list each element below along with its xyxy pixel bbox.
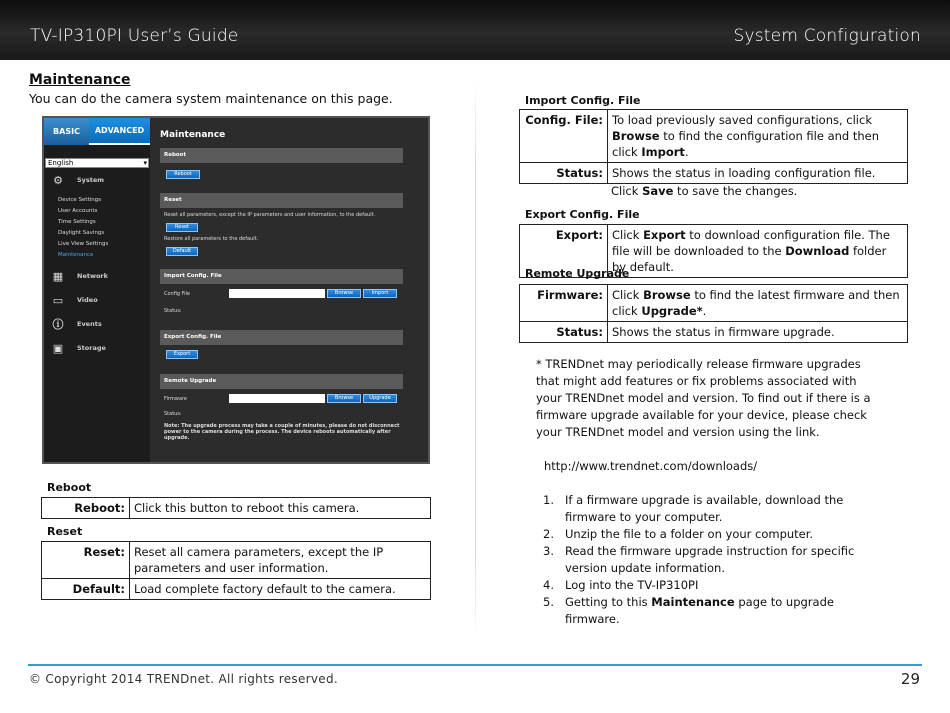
nav-system: [48, 172, 104, 188]
default-button-shot: Default: [166, 247, 198, 256]
nav-system-label: System: [77, 176, 105, 184]
text-bold: Import: [641, 145, 685, 159]
table-row: [42, 498, 431, 519]
reboot-caption: Reboot: [47, 481, 92, 494]
sub-daylight-savings: Daylight Savings: [58, 230, 105, 236]
import-table: [519, 109, 908, 184]
table-row: [520, 163, 908, 184]
reset-table: [41, 541, 431, 600]
list-item: [543, 543, 863, 577]
text-bold: Download: [785, 244, 850, 258]
text: folder by default.: [612, 244, 887, 274]
reset-button-shot: Reset: [166, 223, 198, 232]
firmware-value: [608, 285, 908, 322]
section-title: Maintenance: [29, 72, 131, 88]
reboot-value: Click this button to reboot this camera.: [130, 498, 431, 519]
export-key: Export:: [520, 225, 608, 278]
step-text: Getting to this: [565, 595, 652, 609]
sub-live-view-settings: Live View Settings: [58, 241, 109, 247]
import-status-key: Status:: [520, 163, 608, 184]
table-row: [520, 110, 908, 163]
sub-user-accounts: User Accounts: [58, 208, 98, 214]
language-select: [45, 158, 149, 168]
export-value: [608, 225, 908, 278]
config-file-label-shot: Config File: [164, 291, 190, 297]
step-text: If a firmware upgrade is available, download the firmware to your computer.: [565, 493, 844, 524]
maintenance-screenshot: [42, 116, 430, 464]
step-text: page to upgrade firmware.: [565, 595, 834, 626]
nav-events-label: Events: [77, 320, 102, 328]
table-row: [42, 579, 431, 600]
text: Click: [611, 184, 643, 198]
upgrade-note-shot: Note: The upgrade process may take a couple of minutes, please do not disconnect power to the camera during the process. The device reboots automatically after upgrade.: [164, 423, 400, 441]
bar-export: Export Config. File: [160, 330, 403, 345]
page-number: 29: [900, 670, 920, 688]
firmware-label-shot: Firmware: [164, 396, 187, 402]
list-item: [543, 577, 863, 594]
column-divider: [475, 80, 476, 640]
nav-video-label: Video: [77, 296, 98, 304]
sub-maintenance: Maintenance: [58, 252, 94, 258]
nav-storage-label: Storage: [77, 344, 106, 352]
text-bold: Browse: [612, 129, 660, 143]
text: .: [684, 145, 689, 159]
camera-main: [150, 118, 430, 462]
step-number: 5.: [543, 595, 554, 609]
section-intro: You can do the camera system maintenance on this page.: [29, 91, 393, 106]
copyright: © Copyright 2014 TRENDnet. All rights reserved.: [29, 672, 338, 686]
nav-video: [48, 292, 98, 308]
nav-network: [48, 268, 108, 284]
text: Click: [612, 228, 644, 242]
step-number: 4.: [543, 578, 554, 592]
list-item: [543, 594, 863, 628]
chevron-down-icon: ▾: [143, 159, 147, 167]
bar-reboot: Reboot: [160, 148, 403, 163]
video-icon: ▭: [52, 293, 64, 307]
bar-upgrade: Remote Upgrade: [160, 374, 403, 389]
screenshot-title: Maintenance: [160, 130, 226, 140]
export-button-shot: Export: [166, 350, 198, 359]
firmware-key: Firmware:: [520, 285, 608, 322]
footer-divider: [28, 664, 922, 666]
text-bold: Browse: [643, 288, 691, 302]
step-number: 1.: [543, 493, 554, 507]
network-icon: ▦: [52, 269, 64, 283]
browse2-button-shot: Browse: [327, 394, 361, 403]
reset-value: Reset all camera parameters, except the IP parameters and user information.: [130, 542, 431, 579]
config-file-value: [608, 110, 908, 163]
save-note: [611, 183, 797, 200]
storage-icon: ▣: [52, 341, 64, 355]
export-caption: Export Config. File: [525, 208, 640, 221]
text-bold: Upgrade*: [641, 304, 703, 318]
step-text: Read the firmware upgrade instruction for specific version update information.: [565, 544, 855, 575]
bar-import: Import Config. File: [160, 269, 403, 284]
status-label-shot: Status:: [164, 308, 182, 314]
nav-events: [48, 316, 102, 332]
config-file-field-shot: [229, 289, 325, 298]
restore-desc-shot: Restore all parameters to the default.: [164, 236, 259, 242]
browse-button-shot: Browse: [327, 289, 361, 298]
sub-time-settings: Time Settings: [58, 219, 96, 225]
firmware-field-shot: [229, 394, 325, 403]
firmware-footnote: * TRENDnet may periodically release firmware upgrades that might add features or fix problems associated with your TRENDnet model and version. To find out if there is a firmware upgrade available for your device, please check your TRENDnet model and version using the link.: [536, 357, 871, 439]
import-button-shot: Import: [363, 289, 397, 298]
table-row: [42, 542, 431, 579]
config-file-key: Config. File:: [520, 110, 608, 163]
upgrade-table: [519, 284, 908, 343]
step-number: 3.: [543, 544, 554, 558]
upgrade-status-key: Status:: [520, 322, 608, 343]
upgrade-steps: [543, 492, 863, 628]
list-item: [543, 526, 863, 543]
chapter-title: System Configuration: [733, 26, 921, 46]
page-header: [0, 0, 950, 60]
language-value: English: [48, 159, 74, 167]
reset-caption: Reset: [47, 525, 83, 538]
step-text-bold: Maintenance: [651, 595, 735, 609]
guide-title: TV-IP310PI User’s Guide: [30, 26, 239, 46]
status2-label-shot: Status:: [164, 411, 182, 417]
system-icon: ⚙: [53, 173, 63, 187]
import-caption: Import Config. File: [525, 94, 641, 107]
step-text: Log into the TV-IP310PI: [565, 578, 699, 592]
table-row: [520, 285, 908, 322]
import-status-value: Shows the status in loading configuration file.: [608, 163, 908, 184]
nav-network-label: Network: [77, 272, 108, 280]
camera-sidebar: [44, 118, 150, 462]
default-key: Default:: [42, 579, 130, 600]
text: to download configuration file. The file will be downloaded to the: [612, 228, 890, 258]
step-text: Unzip the file to a folder on your computer.: [565, 527, 814, 541]
text: to find the latest firmware and then click: [612, 288, 900, 318]
reset-key: Reset:: [42, 542, 130, 579]
tab-advanced: ADVANCED: [89, 118, 150, 145]
text: To load previously saved configurations, click: [612, 113, 872, 127]
text-bold: Export: [643, 228, 686, 242]
default-value: Load complete factory default to the camera.: [130, 579, 431, 600]
text: .: [702, 304, 707, 318]
reboot-button-shot: Reboot: [166, 170, 200, 179]
reboot-table: [41, 497, 431, 519]
sub-device-settings: Device Settings: [58, 197, 102, 203]
list-item: [543, 492, 863, 526]
tab-basic: BASIC: [44, 118, 89, 145]
download-link[interactable]: http://www.trendnet.com/downloads/: [544, 459, 758, 473]
bar-reset: Reset: [160, 193, 403, 208]
step-number: 2.: [543, 527, 554, 541]
upgrade-button-shot: Upgrade: [363, 394, 397, 403]
upgrade-caption: Remote Upgrade: [525, 267, 630, 280]
text-bold: Save: [642, 184, 674, 198]
alert-icon: ⓘ: [52, 318, 64, 331]
reboot-key: Reboot:: [42, 498, 130, 519]
upgrade-status-value: Shows the status in firmware upgrade.: [608, 322, 908, 343]
reset-desc-shot: Reset all parameters, except the IP parameters and user information, to the default.: [164, 212, 376, 218]
text: to save the changes.: [673, 184, 798, 198]
text: Click: [612, 288, 644, 302]
text: to find the configuration file and then click: [612, 129, 880, 159]
table-row: [520, 322, 908, 343]
nav-storage: [48, 340, 106, 356]
